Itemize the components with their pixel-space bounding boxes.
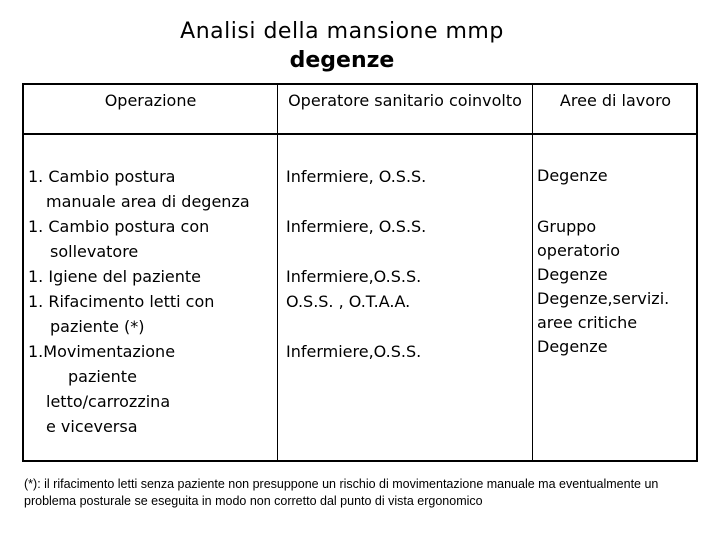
operation-line: 1. Cambio postura con — [28, 217, 210, 236]
areas-list — [537, 164, 669, 359]
operation-line: 1. Cambio postura — [28, 167, 176, 186]
operator-line: O.S.S. , O.T.A.A. — [286, 292, 411, 311]
header-divider — [24, 133, 696, 135]
header-operazione: Operazione — [104, 91, 197, 110]
area-line: Degenze — [537, 166, 608, 185]
header-operatore: Operatore sanitario coinvolto — [288, 91, 522, 110]
header-aree: Aree di lavoro — [559, 91, 672, 110]
operation-line: letto/carrozzina — [46, 392, 171, 411]
operation-line: 1.Movimentazione — [28, 342, 176, 361]
operator-line: Infermiere,O.S.S. — [286, 267, 422, 286]
spacer — [286, 189, 426, 214]
area-line: Degenze — [537, 265, 608, 284]
operators-list — [286, 164, 426, 364]
operation-line: paziente (*) — [50, 317, 145, 336]
operator-line: Infermiere,O.S.S. — [286, 342, 422, 361]
column-divider-2 — [532, 85, 533, 460]
area-line: aree critiche — [537, 313, 638, 332]
area-line: Degenze,servizi. — [537, 289, 670, 308]
spacer — [286, 239, 426, 264]
footnote: (*): il rifacimento letti senza paziente non presuppone un rischio di movimentazione manuale ma eventualmente un problema posturale se eseguita in modo non corretto dal punto di vista ergonomico — [24, 477, 659, 508]
operation-line: 1. Igiene del paziente — [28, 267, 202, 286]
operator-line: Infermiere, O.S.S. — [286, 167, 427, 186]
operation-line: manuale area di degenza — [46, 192, 250, 211]
operation-line: e viceversa — [46, 417, 138, 436]
spacer — [537, 188, 669, 215]
operator-line: Infermiere, O.S.S. — [286, 217, 427, 236]
page-subtitle: degenze — [289, 48, 395, 73]
operation-line: 1. Rifacimento letti con — [28, 292, 215, 311]
operation-row-1 — [28, 164, 250, 439]
area-line: operatorio — [537, 241, 621, 260]
area-line: Degenze — [537, 337, 608, 356]
page-title: Analisi della mansione mmp — [180, 19, 504, 44]
column-divider-1 — [277, 85, 278, 460]
spacer — [286, 314, 426, 339]
operation-line: sollevatore — [50, 242, 139, 261]
operation-line: paziente — [68, 367, 137, 386]
area-line: Gruppo — [537, 217, 597, 236]
